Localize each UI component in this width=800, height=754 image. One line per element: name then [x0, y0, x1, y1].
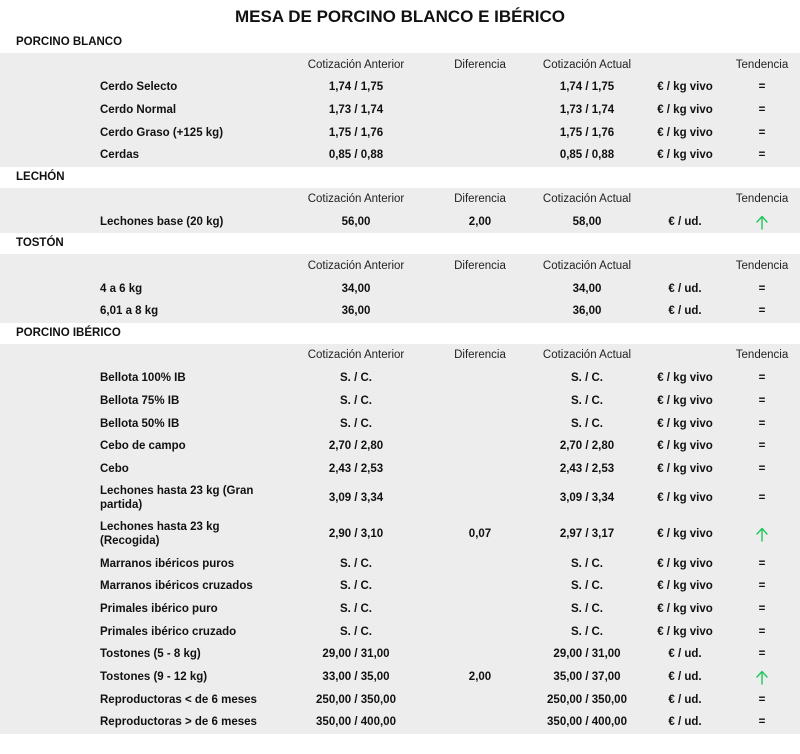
- trend-equal-icon: =: [758, 648, 766, 661]
- trend-equal-icon: =: [758, 81, 766, 94]
- section-table: [0, 53, 800, 167]
- table-row: [0, 458, 800, 481]
- price-anterior: 2,70 / 2,80: [328, 440, 384, 453]
- table-row: [0, 435, 800, 458]
- trend-equal-icon: =: [758, 580, 766, 593]
- column-header-actual: Cotización Actual: [542, 259, 632, 272]
- table-row: [0, 76, 800, 99]
- price-unit: € / ud.: [668, 671, 702, 684]
- trend-cell: [726, 300, 798, 323]
- section-title: TOSTÓN: [0, 233, 800, 254]
- price-diferencia: [432, 458, 528, 481]
- price-unit: € / ud.: [668, 282, 702, 295]
- price-diferencia: [432, 121, 528, 144]
- price-anterior: 56,00: [341, 216, 371, 229]
- column-header-actual: Cotización Actual: [542, 58, 632, 71]
- price-anterior: 1,73 / 1,74: [328, 104, 384, 117]
- section-table: [0, 254, 800, 322]
- price-unit: € / kg vivo: [657, 440, 713, 453]
- price-actual: 2,70 / 2,80: [559, 440, 615, 453]
- trend-cell: [726, 688, 798, 711]
- trend-equal-icon: =: [758, 394, 766, 407]
- price-unit: € / kg vivo: [657, 462, 713, 475]
- column-header-anterior: Cotización Anterior: [307, 349, 405, 362]
- table-row: [0, 211, 800, 234]
- price-anterior: S. / C.: [340, 625, 372, 638]
- price-diferencia: [432, 367, 528, 390]
- product-name: Cerdas: [100, 149, 139, 162]
- column-header-diferencia: Diferencia: [454, 58, 506, 71]
- product-name: Bellota 50% IB: [100, 417, 180, 430]
- price-actual: 250,00 / 350,00: [547, 693, 627, 706]
- price-anterior: S. / C.: [340, 372, 372, 385]
- price-diferencia: [432, 620, 528, 643]
- price-unit: € / kg vivo: [657, 580, 713, 593]
- trend-cell: [726, 711, 798, 734]
- table-row: [0, 688, 800, 711]
- column-header-anterior: Cotización Anterior: [307, 193, 405, 206]
- trend-cell: [726, 552, 798, 575]
- product-name: Bellota 100% IB: [100, 372, 186, 385]
- trend-equal-icon: =: [758, 104, 766, 117]
- table-header-row: [0, 254, 800, 277]
- arrow-up-icon: [756, 215, 768, 230]
- trend-equal-icon: =: [758, 372, 766, 385]
- price-anterior: 29,00 / 31,00: [322, 648, 390, 661]
- trend-equal-icon: =: [758, 440, 766, 453]
- column-header-tendencia: Tendencia: [735, 193, 789, 206]
- table-row: [0, 480, 800, 516]
- trend-equal-icon: =: [758, 417, 766, 430]
- arrow-up-icon: [756, 670, 768, 685]
- sections-container: [0, 32, 800, 734]
- table-header-row: [0, 344, 800, 367]
- trend-cell: [726, 412, 798, 435]
- price-anterior: 33,00 / 35,00: [322, 671, 390, 684]
- product-name: Primales ibérico puro: [100, 602, 218, 615]
- column-header-tendencia: Tendencia: [735, 259, 789, 272]
- product-name: Lechones hasta 23 kg (Gran partida): [100, 485, 254, 512]
- price-diferencia: [432, 688, 528, 711]
- price-actual: S. / C.: [571, 602, 603, 615]
- price-diferencia: [432, 643, 528, 666]
- product-name: Primales ibérico cruzado: [100, 625, 237, 638]
- price-actual: S. / C.: [571, 557, 603, 570]
- section-title: LECHÓN: [0, 167, 800, 188]
- price-anterior: 3,09 / 3,34: [328, 492, 384, 505]
- price-diferencia: [432, 435, 528, 458]
- product-name: Bellota 75% IB: [100, 394, 180, 407]
- trend-cell: [726, 277, 798, 300]
- price-diferencia: [432, 412, 528, 435]
- price-anterior: 36,00: [341, 305, 371, 318]
- price-unit: € / ud.: [668, 216, 702, 229]
- product-name: 4 a 6 kg: [100, 282, 143, 295]
- product-name: 6,01 a 8 kg: [100, 305, 159, 318]
- price-diferencia: 2,00: [468, 216, 492, 229]
- price-anterior: 34,00: [341, 282, 371, 295]
- price-actual: S. / C.: [571, 372, 603, 385]
- price-actual: 35,00 / 37,00: [553, 671, 621, 684]
- price-diferencia: [432, 598, 528, 621]
- table-row: [0, 277, 800, 300]
- table-row: [0, 711, 800, 734]
- trend-cell: [726, 480, 798, 516]
- price-actual: S. / C.: [571, 580, 603, 593]
- price-diferencia: 2,00: [468, 671, 492, 684]
- product-name: Tostones (9 - 12 kg): [100, 671, 208, 684]
- table-row: [0, 99, 800, 122]
- product-name: Marranos ibéricos puros: [100, 557, 235, 570]
- price-unit: € / ud.: [668, 648, 702, 661]
- section-title: PORCINO IBÉRICO: [0, 323, 800, 344]
- table-row: [0, 144, 800, 167]
- table-row: [0, 666, 800, 689]
- price-anterior: 250,00 / 350,00: [316, 693, 396, 706]
- trend-equal-icon: =: [758, 462, 766, 475]
- price-actual: 1,73 / 1,74: [559, 104, 615, 117]
- price-actual: 1,75 / 1,76: [559, 126, 615, 139]
- table-row: [0, 367, 800, 390]
- column-header-actual: Cotización Actual: [542, 349, 632, 362]
- price-anterior: 0,85 / 0,88: [328, 149, 384, 162]
- column-header-diferencia: Diferencia: [454, 193, 506, 206]
- product-name: Lechones base (20 kg): [100, 216, 224, 229]
- page-title: MESA DE PORCINO BLANCO E IBÉRICO: [235, 7, 565, 26]
- table-row: [0, 516, 800, 552]
- product-name: Lechones hasta 23 kg (Recogida): [100, 521, 220, 548]
- trend-cell: [726, 435, 798, 458]
- table-row: [0, 300, 800, 323]
- column-header-anterior: Cotización Anterior: [307, 58, 405, 71]
- price-actual: 29,00 / 31,00: [553, 648, 621, 661]
- product-name: Cerdo Graso (+125 kg): [100, 126, 224, 139]
- price-anterior: S. / C.: [340, 580, 372, 593]
- product-name: Reproductoras < de 6 meses: [100, 693, 257, 706]
- price-actual: 350,00 / 400,00: [547, 716, 627, 729]
- price-anterior: S. / C.: [340, 602, 372, 615]
- price-anterior: 2,43 / 2,53: [328, 462, 384, 475]
- product-name: Tostones (5 - 8 kg): [100, 648, 201, 661]
- section-table: [0, 188, 800, 234]
- price-actual: 34,00: [572, 282, 602, 295]
- price-anterior: 1,74 / 1,75: [328, 81, 384, 94]
- price-diferencia: [432, 711, 528, 734]
- table-row: [0, 121, 800, 144]
- trend-equal-icon: =: [758, 305, 766, 318]
- price-anterior: S. / C.: [340, 417, 372, 430]
- section-table: [0, 344, 800, 734]
- product-name: Cebo de campo: [100, 440, 186, 453]
- price-actual: 0,85 / 0,88: [559, 149, 615, 162]
- price-anterior: 1,75 / 1,76: [328, 126, 384, 139]
- price-actual: S. / C.: [571, 625, 603, 638]
- trend-equal-icon: =: [758, 693, 766, 706]
- trend-cell: [726, 598, 798, 621]
- trend-equal-icon: =: [758, 149, 766, 162]
- price-diferencia: [432, 552, 528, 575]
- price-actual: 2,97 / 3,17: [559, 528, 615, 541]
- price-unit: € / kg vivo: [657, 602, 713, 615]
- trend-equal-icon: =: [758, 282, 766, 295]
- column-header-anterior: Cotización Anterior: [307, 259, 405, 272]
- trend-equal-icon: =: [758, 716, 766, 729]
- trend-equal-icon: =: [758, 602, 766, 615]
- trend-equal-icon: =: [758, 492, 766, 505]
- price-diferencia: [432, 76, 528, 99]
- table-header-row: [0, 53, 800, 76]
- price-unit: € / ud.: [668, 716, 702, 729]
- trend-cell: [726, 211, 798, 234]
- price-unit: € / kg vivo: [657, 372, 713, 385]
- price-actual: 58,00: [572, 216, 602, 229]
- arrow-up-icon: [756, 527, 768, 542]
- table-row: [0, 575, 800, 598]
- price-diferencia: [432, 144, 528, 167]
- table-row: [0, 598, 800, 621]
- price-actual: 2,43 / 2,53: [559, 462, 615, 475]
- column-header-actual: Cotización Actual: [542, 193, 632, 206]
- price-unit: € / kg vivo: [657, 394, 713, 407]
- trend-cell: [726, 516, 798, 552]
- trend-equal-icon: =: [758, 625, 766, 638]
- trend-cell: [726, 99, 798, 122]
- trend-cell: [726, 144, 798, 167]
- column-header-tendencia: Tendencia: [735, 349, 789, 362]
- table-row: [0, 552, 800, 575]
- trend-cell: [726, 76, 798, 99]
- product-name: Marranos ibéricos cruzados: [100, 580, 253, 593]
- trend-cell: [726, 121, 798, 144]
- price-unit: € / kg vivo: [657, 557, 713, 570]
- trend-cell: [726, 367, 798, 390]
- column-header-diferencia: Diferencia: [454, 349, 506, 362]
- trend-cell: [726, 620, 798, 643]
- table-row: [0, 390, 800, 413]
- trend-cell: [726, 575, 798, 598]
- trend-cell: [726, 390, 798, 413]
- trend-cell: [726, 666, 798, 689]
- price-diferencia: [432, 300, 528, 323]
- price-anterior: S. / C.: [340, 557, 372, 570]
- trend-cell: [726, 458, 798, 481]
- section-title: PORCINO BLANCO: [0, 32, 800, 53]
- price-unit: € / kg vivo: [657, 81, 713, 94]
- table-row: [0, 620, 800, 643]
- table-row: [0, 412, 800, 435]
- column-header-tendencia: Tendencia: [735, 58, 789, 71]
- price-diferencia: [432, 277, 528, 300]
- trend-equal-icon: =: [758, 557, 766, 570]
- trend-cell: [726, 643, 798, 666]
- price-diferencia: [432, 99, 528, 122]
- price-diferencia: 0,07: [468, 528, 492, 541]
- price-unit: € / kg vivo: [657, 625, 713, 638]
- price-actual: S. / C.: [571, 417, 603, 430]
- price-unit: € / kg vivo: [657, 492, 713, 505]
- column-header-diferencia: Diferencia: [454, 259, 506, 272]
- price-unit: € / kg vivo: [657, 126, 713, 139]
- product-name: Cebo: [100, 462, 129, 475]
- price-actual: S. / C.: [571, 394, 603, 407]
- product-name: Cerdo Selecto: [100, 81, 178, 94]
- price-unit: € / kg vivo: [657, 528, 713, 541]
- price-anterior: S. / C.: [340, 394, 372, 407]
- price-actual: 36,00: [572, 305, 602, 318]
- table-header-row: [0, 188, 800, 211]
- table-row: [0, 643, 800, 666]
- price-diferencia: [432, 390, 528, 413]
- price-unit: € / ud.: [668, 693, 702, 706]
- product-name: Cerdo Normal: [100, 104, 177, 117]
- price-diferencia: [432, 575, 528, 598]
- price-unit: € / kg vivo: [657, 417, 713, 430]
- price-anterior: 2,90 / 3,10: [328, 528, 384, 541]
- product-name: Reproductoras > de 6 meses: [100, 716, 257, 729]
- price-unit: € / kg vivo: [657, 149, 713, 162]
- trend-equal-icon: =: [758, 126, 766, 139]
- price-diferencia: [432, 480, 528, 516]
- price-unit: € / kg vivo: [657, 104, 713, 117]
- price-actual: 3,09 / 3,34: [559, 492, 615, 505]
- price-anterior: 350,00 / 400,00: [316, 716, 396, 729]
- price-actual: 1,74 / 1,75: [559, 81, 615, 94]
- price-unit: € / ud.: [668, 305, 702, 318]
